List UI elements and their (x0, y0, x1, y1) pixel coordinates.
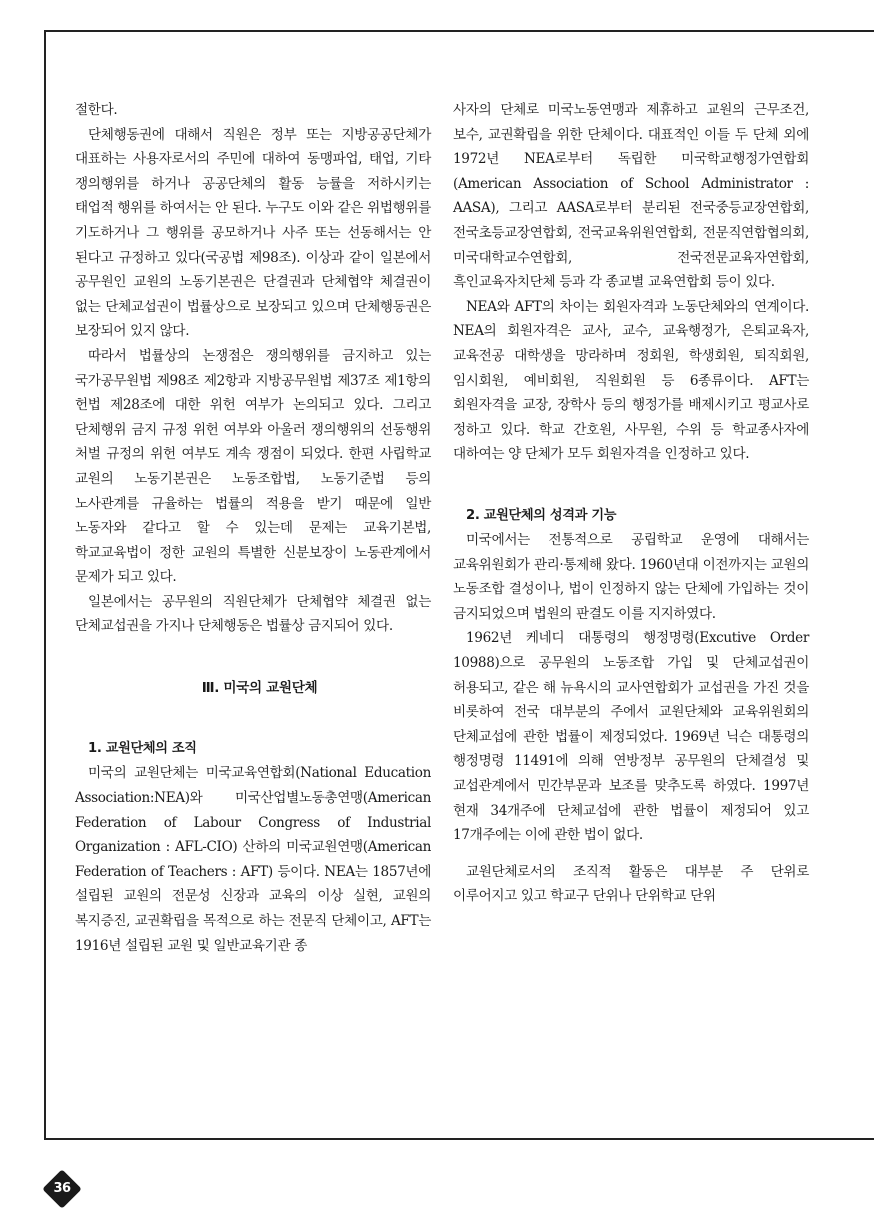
subsection-title-organization: 1. 교원단체의 조직 (88, 740, 197, 756)
right-paragraph-5: 교원단체로서의 조직적 활동은 대부분 주 단위로 이루어지고 있고 학교구 단위나 단위학교 단위 (453, 863, 809, 905)
page-number: 36 (53, 1181, 71, 1196)
spacer (453, 467, 809, 492)
left-paragraph-4: 일본에서는 공무원의 직원단체가 단체협약 체결권 없는 단체교섭권을 가지나 단체행동은 법률상 금지되어 있다. (75, 593, 431, 635)
page-number-badge (40, 1167, 84, 1211)
spacer (453, 848, 809, 860)
left-paragraph-5: 미국의 교원단체는 미국교육연합회(National Education Association:NEA)와 미국산업별노동총연맹(American Federation of Labour Congress of Industrial Organization : AFL-CIO) 산하의 미국교원연맹(American Federation of Teachers : AFT) 등이다. NEA는 1857년에 설립된 교원의 전문성 신장과 교육의 이상 실현, 교원의 복지증진, 교권확립을 목적으로 하는 전문직 단체이고, AFT는 1916년 설립된 교원 및 일반교육기관 종 (75, 765, 431, 954)
left-paragraph-2: 단체행동권에 대해서 직원은 정부 또는 지방공공단체가 대표하는 사용자로서의 주민에 대하여 동맹파업, 태업, 기타 쟁의행위를 하거나 공공단체의 활동 능률을 저하시키는 태업적 행위를 하여서는 안 된다. 누구도 이와 같은 위법행위를 기도하거나 그 행위를 공모하거나 사주 또는 선동해서는 안 된다고 규정하고 있다(국공법 제98조). 이상과 같이 일본에서 공무원인 교원의 노동기본권은 단결권과 단체협약 체결권이 없는 단체교섭권이 법률상으로 보장되고 있으며 단체행동권은 보장되어 있지 않다. (75, 126, 431, 340)
left-paragraph-1: 절한다. (75, 102, 118, 118)
page-frame-left-rule (44, 30, 46, 1138)
right-paragraph-4: 1962년 케네디 대통령의 행정명령(Excutive Order 10988)으로 공무원의 노동조합 가입 및 단체교섭권이 허용되고, 같은 해 뉴욕시의 교사연합회가 교섭권을 가진 것을 비롯하여 전국 대부분의 주에서 교원단체와 교육위원회의 단체교섭에 관한 법률이 제정되었다. 1969년 닉슨 대통령의 행정명령 11491에 의해 연방정부 공무원의 단체결성 및 교섭관계에서 민간부문과 보조를 맞추도록 하였다. 1997년 현재 34개주에 단체교섭에 관한 법률이 제정되어 있고 17개주에는 이에 관한 법이 없다. (453, 630, 809, 844)
spacer (75, 700, 431, 725)
right-column (453, 98, 809, 909)
spacer (75, 725, 431, 737)
right-paragraph-2: NEA와 AFT의 차이는 회원자격과 노동단체와의 연계이다. NEA의 회원자격은 교사, 교수, 교육행정가, 은퇴교육자, 교육전공 대학생을 망라하며 정회원, 학생회원, 퇴직회원, 임시회원, 예비회원, 직원회원 등 6종류이다. AFT는 회원자격을 교장, 장학사 등의 행정가를 배제시키고 평교사로 정하고 있다. 학교 간호원, 사무원, 수위 등 학교종사자에 대하여는 양 단체가 모두 회원자격을 인정하고 있다. (453, 298, 809, 463)
right-paragraph-3: 미국에서는 전통적으로 공립학교 운영에 대해서는 교육위원회가 관리·통제해 왔다. 1960년대 이전까지는 교원의 노동조합 결성이나, 법이 인정하지 않는 단체에 가입하는 것이 금지되었으며 법원의 판결도 이를 지지하였다. (453, 532, 809, 622)
right-paragraph-1: 사자의 단체로 미국노동연맹과 제휴하고 교원의 근무조건, 보수, 교권확립을 위한 단체이다. 대표적인 이들 두 단체 외에 1972년 NEA로부터 독립한 미국학교행정가연합회(American Association of School Administrator : AASA), 그리고 AASA로부터 분리된 전국중등교장연합회, 전국초등교장연합회, 전국교육위원연합회, 전문직연합협의회, 미국대학교수연합회, 전국전문교육자연합회, 흑인교육자치단체 등과 각 종교별 교육연합회 등이 있다. (453, 102, 809, 291)
page-frame-top-rule (44, 30, 874, 32)
spacer (453, 492, 809, 504)
section-title: Ⅲ. 미국의 교원단체 (201, 679, 318, 696)
page-frame-bottom-rule (44, 1138, 874, 1140)
spacer (75, 639, 431, 664)
subsection-title-character: 2. 교원단체의 성격과 기능 (466, 507, 617, 523)
spacer (75, 664, 431, 676)
left-paragraph-3: 따라서 법률상의 논쟁점은 쟁의행위를 금지하고 있는 국가공무원법 제98조 제2항과 지방공무원법 제37조 제1항의 헌법 제28조에 대한 위헌 여부가 논의되고 있다. 그리고 단체행위 금지 규정 위헌 여부와 아울러 쟁의행위의 선동행위 처벌 규정의 위헌 여부도 계속 쟁점이 되었다. 한편 사립학교 교원의 노동기본권은 노동조합법, 노동기준법 등의 노사관계를 규율하는 법률의 적용을 받기 때문에 일반 노동자와 같다고 할 수 있는데 문제는 교육기본법, 학교교육법이 정한 교원의 특별한 신분보장이 노동관계에서 문제가 되고 있다. (75, 347, 431, 586)
left-column (75, 98, 431, 958)
